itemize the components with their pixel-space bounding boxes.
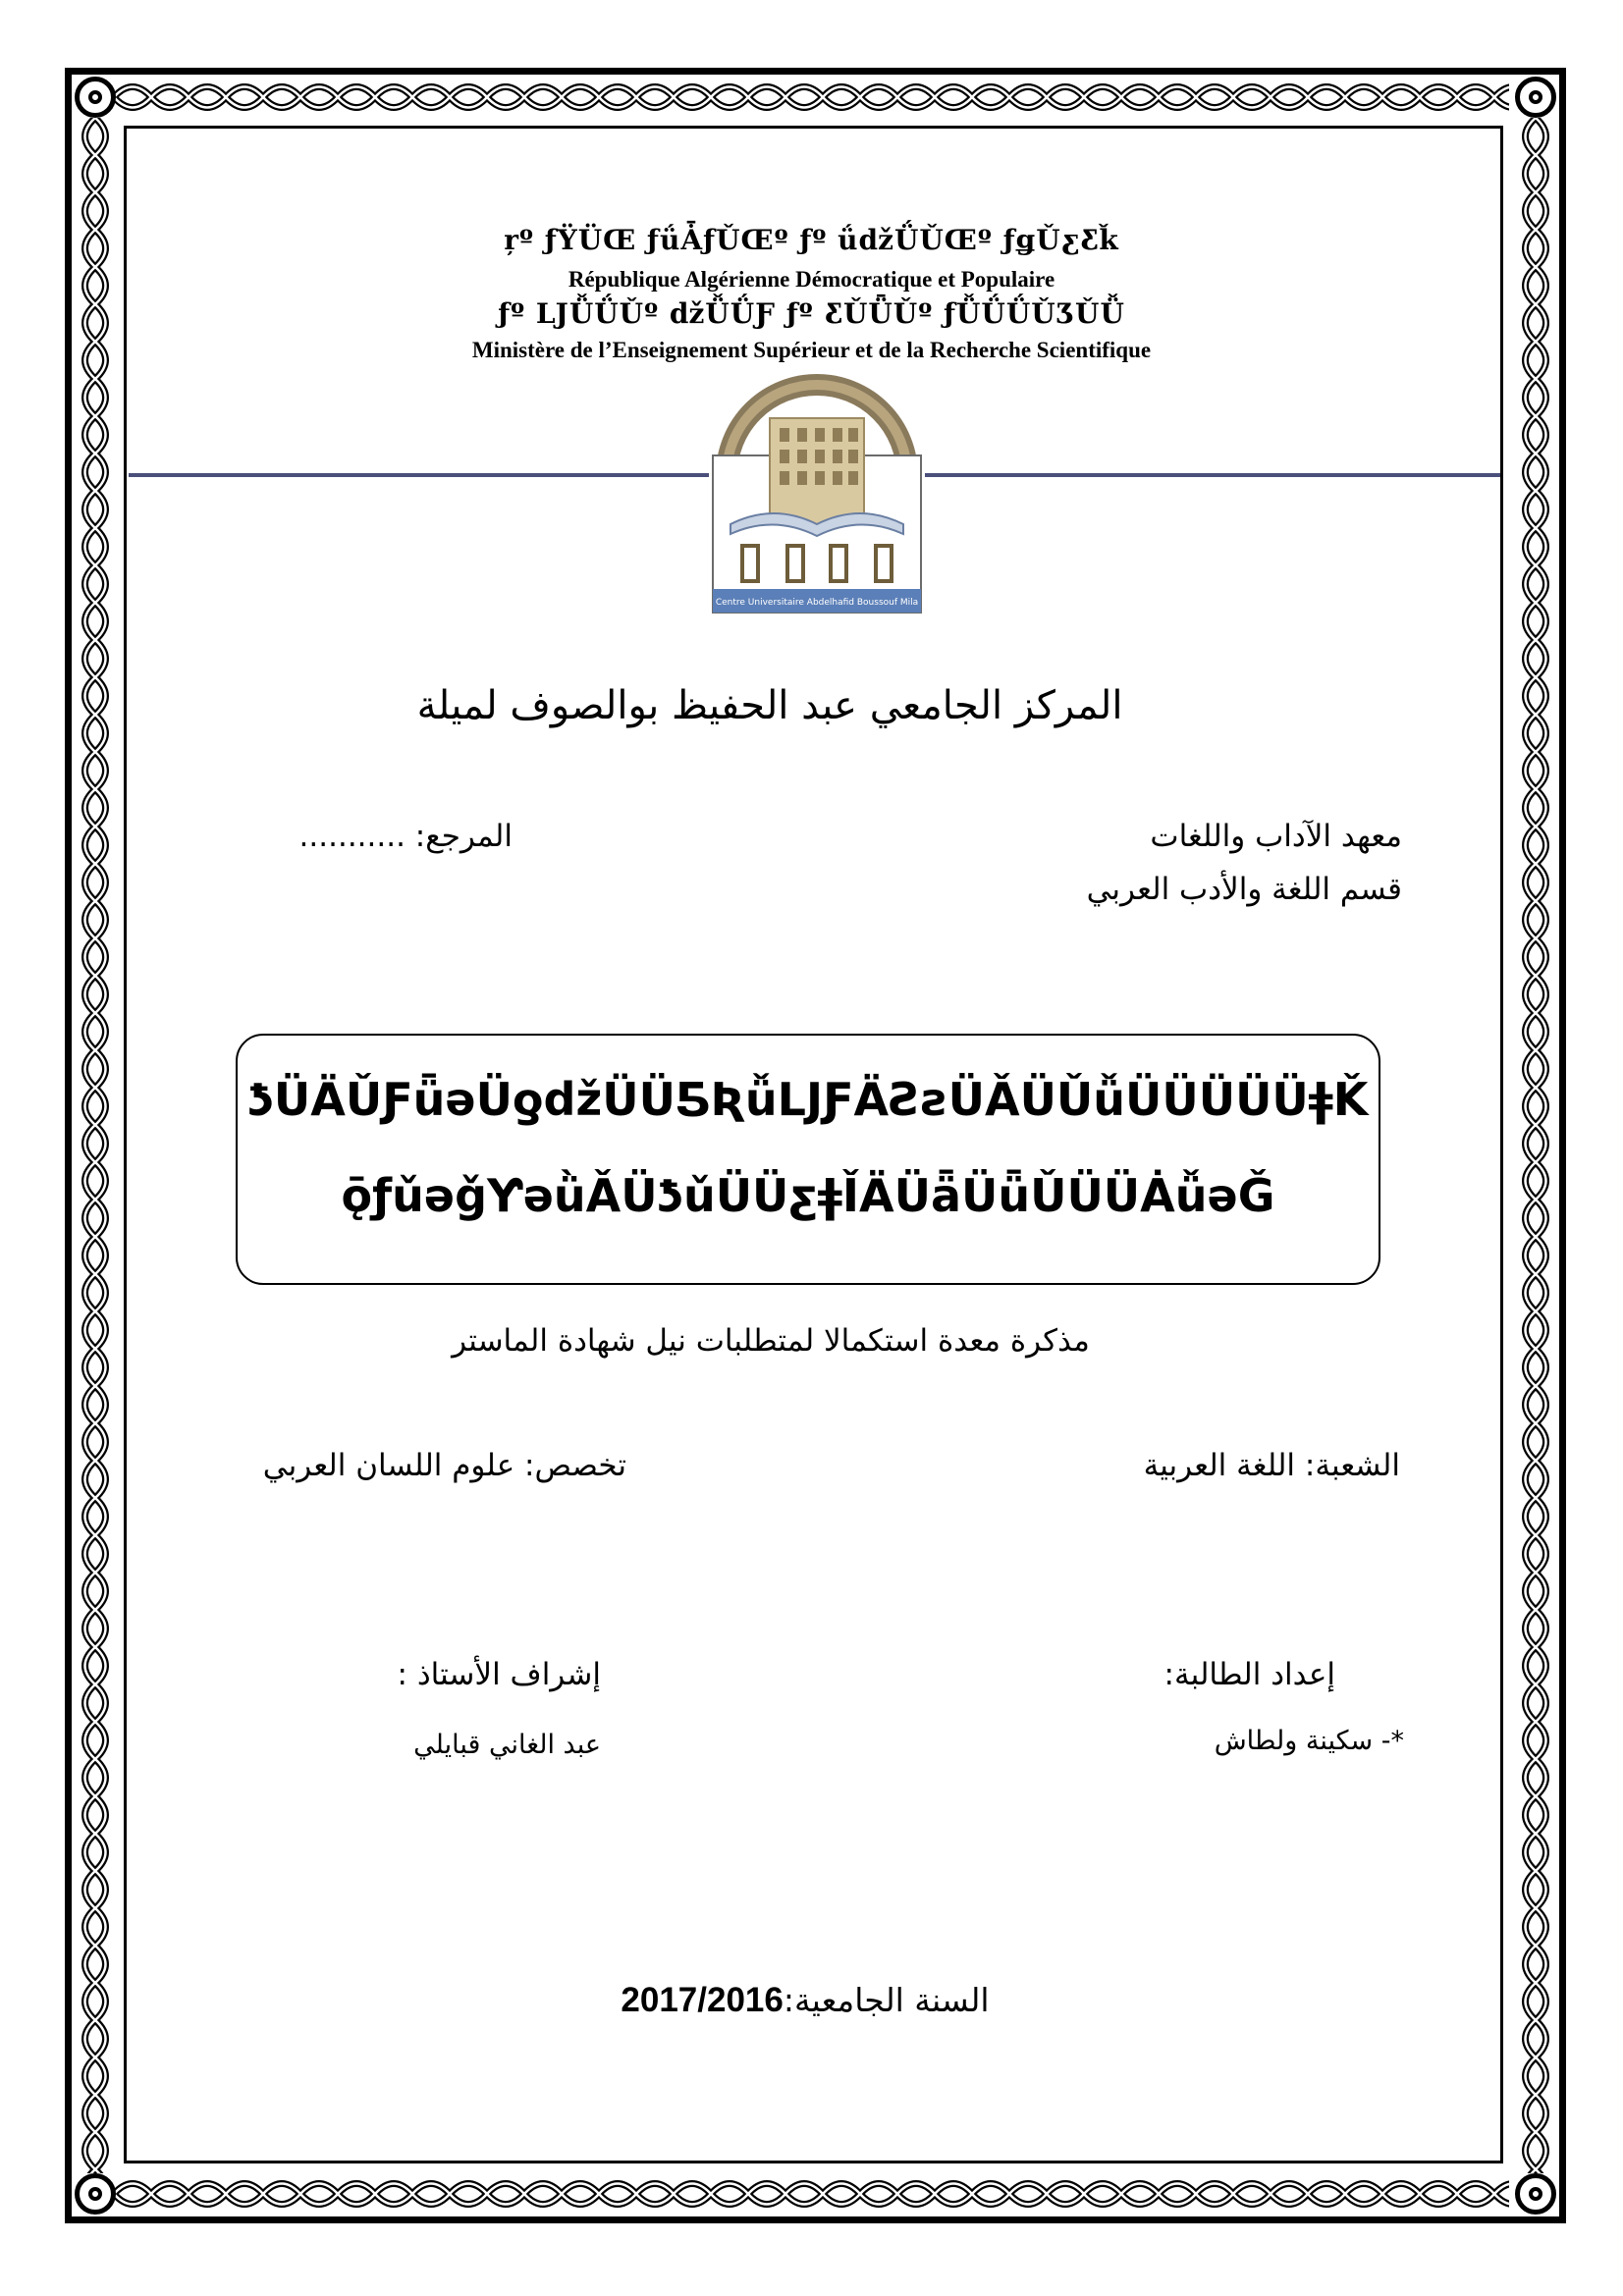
thesis-title-line-2: ǭƒǔǝǧƳǝǜǍǛƾǔǗǗƹǂǏǞǗǟǛǖǓǗǛǠǚǝǦ — [341, 1169, 1275, 1222]
academic-year — [550, 1981, 1060, 2020]
supervisor-label: إشراف الأستاذ : — [397, 1657, 601, 1692]
center-name: المركز الجامعي عبد الحفيظ بوالصوف لميلة — [416, 683, 1123, 728]
academic-year-label: السنة الجامعية: — [783, 1981, 990, 2019]
chain-border-bottom — [114, 2171, 1509, 2216]
republic-french-heading: République Algérienne Démocratique et Populaire — [568, 267, 1055, 292]
supervisor-name: عبد الغاني قبايلي — [413, 1730, 601, 1760]
reference-number: المرجع: ........... — [298, 819, 513, 854]
thesis-title-box — [236, 1034, 1380, 1285]
chain-border-right — [1513, 118, 1558, 2173]
thesis-title-line-1: ƾǙǞǓƑǖǝǗƍǆǕǛƼƦǚǇƑǞƧƨǗǍǛǓǚǗǛǕǗǛǂǨ — [247, 1073, 1369, 1126]
republic-arabic-heading: ŗº ƒŸÜŒ ƒǘǠƒǓŒº ƒº ǘǆǗǓŒº ƒǥǓƹƸǩ — [504, 224, 1119, 256]
ministry-french-heading: Ministère de l’Enseignement Supérieur et de la Recherche Scientifique — [471, 338, 1152, 362]
branch-label: الشعبة: اللغة العربية — [1143, 1448, 1400, 1483]
chain-border-left — [73, 118, 118, 2173]
academic-year-value: 2017/2016 — [621, 1981, 784, 2019]
prepared-by-label: إعداد الطالبة: — [1163, 1657, 1335, 1692]
university-logo — [709, 367, 925, 616]
logo-caption: Centre Universitaire Abdelhafid Boussouf Mila — [715, 598, 919, 608]
corner-ornament-top-right — [1515, 77, 1556, 118]
corner-ornament-top-left — [75, 77, 116, 118]
department-name: قسم اللغة والأدب العربي — [1086, 872, 1402, 907]
institute-name: معهد الآداب واللغات — [1150, 819, 1402, 854]
thesis-subtitle: مذكرة معدة استكمالا لمتطلبات نيل شهادة الماستر — [452, 1323, 1090, 1359]
corner-ornament-bottom-right — [1515, 2173, 1556, 2215]
chain-border-top — [114, 75, 1509, 120]
student-name: *- سكينة ولطاش — [1214, 1726, 1404, 1756]
ministry-arabic-heading: ƒº ǇǙǗǓº ǆǙǗƑ ƒº ƸǓǕǓº ƒǙǗǗǓƷǓǙ — [498, 297, 1125, 330]
corner-ornament-bottom-left — [75, 2173, 116, 2215]
specialty-label: تخصص: علوم اللسان العربي — [262, 1448, 626, 1483]
